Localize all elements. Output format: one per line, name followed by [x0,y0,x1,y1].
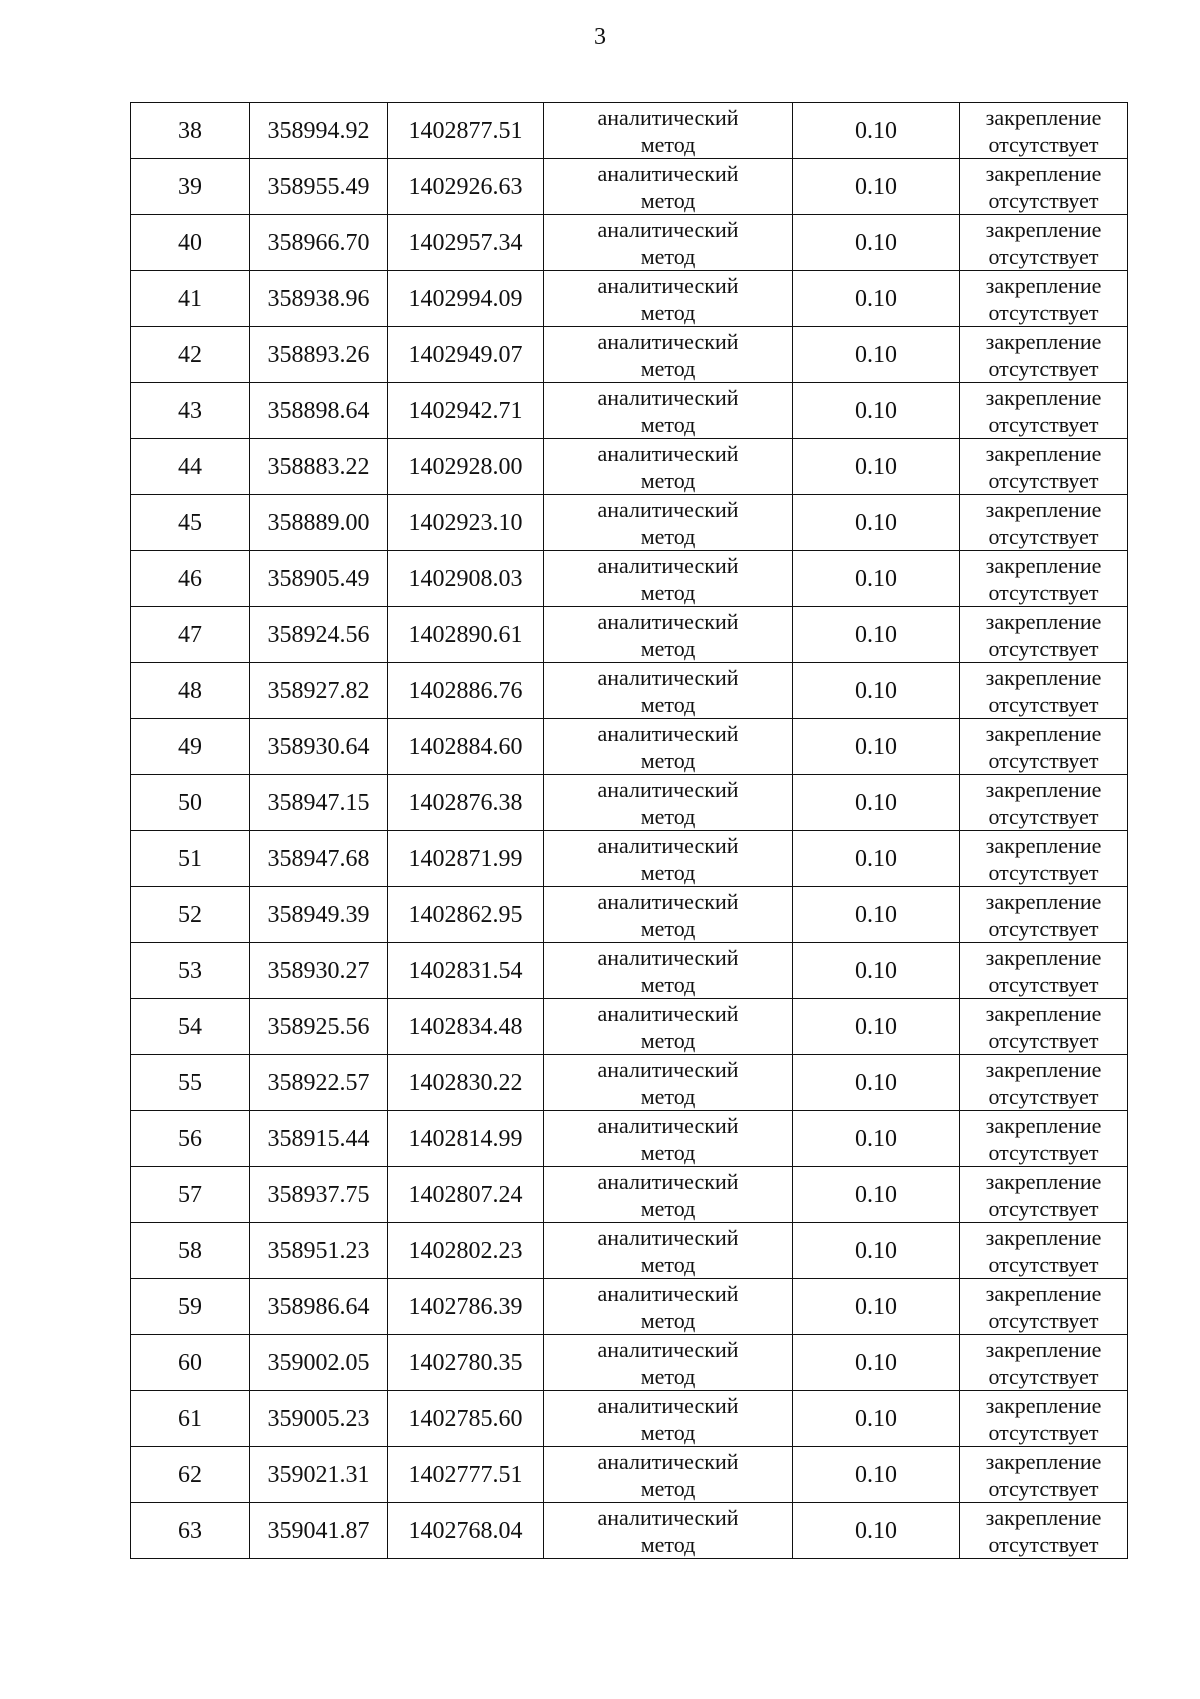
method-cell-line: метод [640,803,696,829]
fixing-cell [960,1391,1128,1447]
method-cell-line: аналитический [597,496,739,522]
table-row [131,1223,1128,1279]
accuracy-cell: 0.10 [793,663,960,719]
fixing-cell-line: закрепление [985,328,1102,354]
y-coordinate-cell: 1402994.09 [388,271,544,327]
fixing-cell [960,1335,1128,1391]
table-row [131,831,1128,887]
fixing-cell-line: закрепление [985,832,1102,858]
fixing-cell-line: закрепление [985,1056,1102,1082]
point-number-cell: 57 [131,1167,250,1223]
method-cell [544,1055,793,1111]
fixing-cell [960,1167,1128,1223]
method-cell-line: аналитический [597,328,739,354]
method-cell-line: метод [640,1195,696,1221]
accuracy-cell: 0.10 [793,775,960,831]
y-coordinate-cell: 1402876.38 [388,775,544,831]
y-coordinate-cell: 1402928.00 [388,439,544,495]
fixing-cell-line: отсутствует [988,1419,1099,1445]
x-coordinate-cell: 359005.23 [250,1391,388,1447]
table-row [131,495,1128,551]
fixing-cell-line: отсутствует [988,411,1099,437]
method-cell [544,159,793,215]
x-coordinate-cell: 358947.15 [250,775,388,831]
accuracy-cell: 0.10 [793,1335,960,1391]
y-coordinate-cell: 1402768.04 [388,1503,544,1559]
x-coordinate-cell: 358927.82 [250,663,388,719]
table-row [131,1335,1128,1391]
method-cell [544,1447,793,1503]
fixing-cell-line: отсутствует [988,187,1099,213]
accuracy-cell: 0.10 [793,831,960,887]
method-cell [544,607,793,663]
fixing-cell-line: закрепление [985,1168,1102,1194]
method-cell-line: аналитический [597,776,739,802]
table-row [131,551,1128,607]
accuracy-cell: 0.10 [793,999,960,1055]
x-coordinate-cell: 358949.39 [250,887,388,943]
method-cell-line: аналитический [597,720,739,746]
fixing-cell [960,439,1128,495]
point-number-cell: 39 [131,159,250,215]
fixing-cell-line: отсутствует [988,1027,1099,1053]
accuracy-cell: 0.10 [793,495,960,551]
accuracy-cell: 0.10 [793,551,960,607]
fixing-cell [960,719,1128,775]
fixing-cell-line: закрепление [985,1000,1102,1026]
fixing-cell-line: отсутствует [988,467,1099,493]
method-cell-line: аналитический [597,1336,739,1362]
method-cell-line: метод [640,859,696,885]
point-number-cell: 38 [131,103,250,159]
x-coordinate-cell: 358922.57 [250,1055,388,1111]
accuracy-cell: 0.10 [793,327,960,383]
fixing-cell [960,495,1128,551]
method-cell-line: аналитический [597,944,739,970]
fixing-cell [960,775,1128,831]
accuracy-cell: 0.10 [793,159,960,215]
point-number-cell: 62 [131,1447,250,1503]
fixing-cell-line: отсутствует [988,523,1099,549]
x-coordinate-cell: 358924.56 [250,607,388,663]
point-number-cell: 44 [131,439,250,495]
point-number-cell: 63 [131,1503,250,1559]
point-number-cell: 46 [131,551,250,607]
y-coordinate-cell: 1402942.71 [388,383,544,439]
table-row [131,327,1128,383]
x-coordinate-cell: 358951.23 [250,1223,388,1279]
fixing-cell-line: закрепление [985,888,1102,914]
y-coordinate-cell: 1402862.95 [388,887,544,943]
fixing-cell [960,1223,1128,1279]
fixing-cell [960,103,1128,159]
method-cell-line: аналитический [597,832,739,858]
method-cell-line: метод [640,1475,696,1501]
fixing-cell-line: закрепление [985,1336,1102,1362]
method-cell [544,719,793,775]
fixing-cell-line: отсутствует [988,1083,1099,1109]
fixing-cell-line: отсутствует [988,243,1099,269]
x-coordinate-cell: 358994.92 [250,103,388,159]
table-row [131,1111,1128,1167]
x-coordinate-cell: 358883.22 [250,439,388,495]
table-row [131,1503,1128,1559]
fixing-cell [960,1503,1128,1559]
fixing-cell [960,831,1128,887]
x-coordinate-cell: 358938.96 [250,271,388,327]
fixing-cell-line: закрепление [985,776,1102,802]
x-coordinate-cell: 358930.64 [250,719,388,775]
x-coordinate-cell: 358955.49 [250,159,388,215]
method-cell [544,831,793,887]
x-coordinate-cell: 358889.00 [250,495,388,551]
fixing-cell-line: закрепление [985,160,1102,186]
method-cell-line: метод [640,355,696,381]
fixing-cell-line: отсутствует [988,635,1099,661]
method-cell [544,1391,793,1447]
method-cell [544,1335,793,1391]
fixing-cell-line: закрепление [985,496,1102,522]
accuracy-cell: 0.10 [793,943,960,999]
fixing-cell [960,943,1128,999]
accuracy-cell: 0.10 [793,439,960,495]
x-coordinate-cell: 358986.64 [250,1279,388,1335]
method-cell [544,439,793,495]
method-cell [544,1503,793,1559]
fixing-cell-line: закрепление [985,720,1102,746]
y-coordinate-cell: 1402877.51 [388,103,544,159]
coordinates-table [130,102,1128,1559]
fixing-cell-line: отсутствует [988,355,1099,381]
table-row [131,663,1128,719]
fixing-cell-line: отсутствует [988,1251,1099,1277]
method-cell-line: аналитический [597,384,739,410]
method-cell-line: аналитический [597,1448,739,1474]
method-cell-line: метод [640,579,696,605]
fixing-cell [960,383,1128,439]
fixing-cell-line: отсутствует [988,803,1099,829]
fixing-cell-line: отсутствует [988,747,1099,773]
method-cell [544,327,793,383]
fixing-cell [960,1279,1128,1335]
fixing-cell-line: закрепление [985,104,1102,130]
fixing-cell [960,327,1128,383]
y-coordinate-cell: 1402890.61 [388,607,544,663]
method-cell [544,103,793,159]
method-cell [544,1167,793,1223]
accuracy-cell: 0.10 [793,1167,960,1223]
fixing-cell-line: отсутствует [988,579,1099,605]
accuracy-cell: 0.10 [793,1223,960,1279]
fixing-cell-line: закрепление [985,1280,1102,1306]
method-cell-line: аналитический [597,272,739,298]
x-coordinate-cell: 359041.87 [250,1503,388,1559]
fixing-cell [960,663,1128,719]
y-coordinate-cell: 1402886.76 [388,663,544,719]
y-coordinate-cell: 1402807.24 [388,1167,544,1223]
y-coordinate-cell: 1402814.99 [388,1111,544,1167]
method-cell [544,495,793,551]
table-row [131,1391,1128,1447]
point-number-cell: 54 [131,999,250,1055]
point-number-cell: 61 [131,1391,250,1447]
point-number-cell: 49 [131,719,250,775]
table-row [131,887,1128,943]
x-coordinate-cell: 358893.26 [250,327,388,383]
point-number-cell: 48 [131,663,250,719]
method-cell-line: метод [640,1419,696,1445]
method-cell [544,1111,793,1167]
method-cell-line: аналитический [597,552,739,578]
table-row [131,999,1128,1055]
method-cell-line: аналитический [597,1504,739,1530]
y-coordinate-cell: 1402785.60 [388,1391,544,1447]
x-coordinate-cell: 358915.44 [250,1111,388,1167]
fixing-cell-line: закрепление [985,440,1102,466]
point-number-cell: 56 [131,1111,250,1167]
method-cell-line: аналитический [597,104,739,130]
y-coordinate-cell: 1402780.35 [388,1335,544,1391]
fixing-cell-line: закрепление [985,1112,1102,1138]
method-cell-line: аналитический [597,160,739,186]
fixing-cell [960,999,1128,1055]
x-coordinate-cell: 358898.64 [250,383,388,439]
method-cell [544,887,793,943]
fixing-cell-line: отсутствует [988,1307,1099,1333]
method-cell-line: аналитический [597,888,739,914]
method-cell-line: аналитический [597,1112,739,1138]
fixing-cell [960,215,1128,271]
y-coordinate-cell: 1402830.22 [388,1055,544,1111]
x-coordinate-cell: 358937.75 [250,1167,388,1223]
method-cell [544,551,793,607]
accuracy-cell: 0.10 [793,1279,960,1335]
method-cell-line: метод [640,691,696,717]
method-cell [544,999,793,1055]
y-coordinate-cell: 1402908.03 [388,551,544,607]
table-row [131,775,1128,831]
fixing-cell-line: отсутствует [988,299,1099,325]
y-coordinate-cell: 1402871.99 [388,831,544,887]
table-row [131,1055,1128,1111]
table-row [131,1167,1128,1223]
method-cell [544,663,793,719]
coordinates-table-body [131,103,1128,1559]
table-row [131,103,1128,159]
y-coordinate-cell: 1402786.39 [388,1279,544,1335]
table-row [131,943,1128,999]
fixing-cell-line: закрепление [985,1504,1102,1530]
method-cell-line: аналитический [597,1280,739,1306]
method-cell-line: аналитический [597,664,739,690]
accuracy-cell: 0.10 [793,1111,960,1167]
method-cell-line: метод [640,635,696,661]
x-coordinate-cell: 359021.31 [250,1447,388,1503]
point-number-cell: 41 [131,271,250,327]
method-cell-line: метод [640,1083,696,1109]
method-cell [544,1223,793,1279]
table-row [131,159,1128,215]
y-coordinate-cell: 1402834.48 [388,999,544,1055]
method-cell-line: метод [640,523,696,549]
table-row [131,439,1128,495]
table-row [131,607,1128,663]
accuracy-cell: 0.10 [793,1503,960,1559]
fixing-cell-line: закрепление [985,1224,1102,1250]
method-cell-line: метод [640,747,696,773]
fixing-cell-line: отсутствует [988,1195,1099,1221]
method-cell-line: метод [640,1027,696,1053]
method-cell-line: метод [640,467,696,493]
fixing-cell-line: отсутствует [988,691,1099,717]
method-cell [544,943,793,999]
fixing-cell-line: закрепление [985,384,1102,410]
fixing-cell [960,887,1128,943]
accuracy-cell: 0.10 [793,607,960,663]
method-cell [544,271,793,327]
x-coordinate-cell: 358925.56 [250,999,388,1055]
x-coordinate-cell: 359002.05 [250,1335,388,1391]
method-cell-line: метод [640,1531,696,1557]
y-coordinate-cell: 1402957.34 [388,215,544,271]
method-cell-line: метод [640,1363,696,1389]
point-number-cell: 43 [131,383,250,439]
method-cell-line: метод [640,187,696,213]
fixing-cell-line: отсутствует [988,131,1099,157]
method-cell-line: аналитический [597,440,739,466]
method-cell [544,1279,793,1335]
accuracy-cell: 0.10 [793,887,960,943]
fixing-cell-line: закрепление [985,272,1102,298]
accuracy-cell: 0.10 [793,271,960,327]
fixing-cell-line: закрепление [985,608,1102,634]
fixing-cell-line: закрепление [985,216,1102,242]
x-coordinate-cell: 358905.49 [250,551,388,607]
fixing-cell [960,1055,1128,1111]
point-number-cell: 47 [131,607,250,663]
accuracy-cell: 0.10 [793,1447,960,1503]
table-row [131,1279,1128,1335]
accuracy-cell: 0.10 [793,383,960,439]
fixing-cell [960,159,1128,215]
x-coordinate-cell: 358947.68 [250,831,388,887]
accuracy-cell: 0.10 [793,215,960,271]
method-cell-line: метод [640,411,696,437]
table-row [131,383,1128,439]
table-row [131,719,1128,775]
method-cell-line: метод [640,299,696,325]
method-cell-line: аналитический [597,1056,739,1082]
y-coordinate-cell: 1402802.23 [388,1223,544,1279]
fixing-cell-line: отсутствует [988,859,1099,885]
fixing-cell [960,607,1128,663]
fixing-cell-line: отсутствует [988,1363,1099,1389]
point-number-cell: 59 [131,1279,250,1335]
fixing-cell [960,271,1128,327]
method-cell [544,383,793,439]
point-number-cell: 55 [131,1055,250,1111]
page-number: 3 [594,24,606,50]
table-row [131,271,1128,327]
fixing-cell-line: закрепление [985,944,1102,970]
fixing-cell-line: отсутствует [988,915,1099,941]
method-cell-line: метод [640,131,696,157]
y-coordinate-cell: 1402777.51 [388,1447,544,1503]
point-number-cell: 42 [131,327,250,383]
accuracy-cell: 0.10 [793,719,960,775]
fixing-cell [960,1447,1128,1503]
method-cell-line: метод [640,1251,696,1277]
fixing-cell-line: отсутствует [988,971,1099,997]
y-coordinate-cell: 1402923.10 [388,495,544,551]
accuracy-cell: 0.10 [793,103,960,159]
fixing-cell-line: закрепление [985,1448,1102,1474]
method-cell [544,775,793,831]
method-cell-line: аналитический [597,1168,739,1194]
method-cell-line: метод [640,1307,696,1333]
method-cell-line: аналитический [597,1000,739,1026]
table-row [131,1447,1128,1503]
method-cell-line: аналитический [597,608,739,634]
table-row [131,215,1128,271]
accuracy-cell: 0.10 [793,1055,960,1111]
fixing-cell-line: закрепление [985,552,1102,578]
fixing-cell [960,1111,1128,1167]
fixing-cell-line: отсутствует [988,1531,1099,1557]
point-number-cell: 51 [131,831,250,887]
method-cell-line: аналитический [597,1224,739,1250]
point-number-cell: 40 [131,215,250,271]
fixing-cell-line: отсутствует [988,1139,1099,1165]
fixing-cell-line: отсутствует [988,1475,1099,1501]
point-number-cell: 60 [131,1335,250,1391]
fixing-cell [960,551,1128,607]
point-number-cell: 52 [131,887,250,943]
method-cell-line: метод [640,915,696,941]
point-number-cell: 45 [131,495,250,551]
point-number-cell: 53 [131,943,250,999]
method-cell-line: метод [640,1139,696,1165]
fixing-cell-line: закрепление [985,1392,1102,1418]
method-cell-line: метод [640,243,696,269]
x-coordinate-cell: 358930.27 [250,943,388,999]
method-cell-line: метод [640,971,696,997]
y-coordinate-cell: 1402884.60 [388,719,544,775]
x-coordinate-cell: 358966.70 [250,215,388,271]
y-coordinate-cell: 1402926.63 [388,159,544,215]
point-number-cell: 50 [131,775,250,831]
method-cell-line: аналитический [597,216,739,242]
y-coordinate-cell: 1402949.07 [388,327,544,383]
fixing-cell-line: закрепление [985,664,1102,690]
method-cell-line: аналитический [597,1392,739,1418]
accuracy-cell: 0.10 [793,1391,960,1447]
method-cell [544,215,793,271]
point-number-cell: 58 [131,1223,250,1279]
y-coordinate-cell: 1402831.54 [388,943,544,999]
